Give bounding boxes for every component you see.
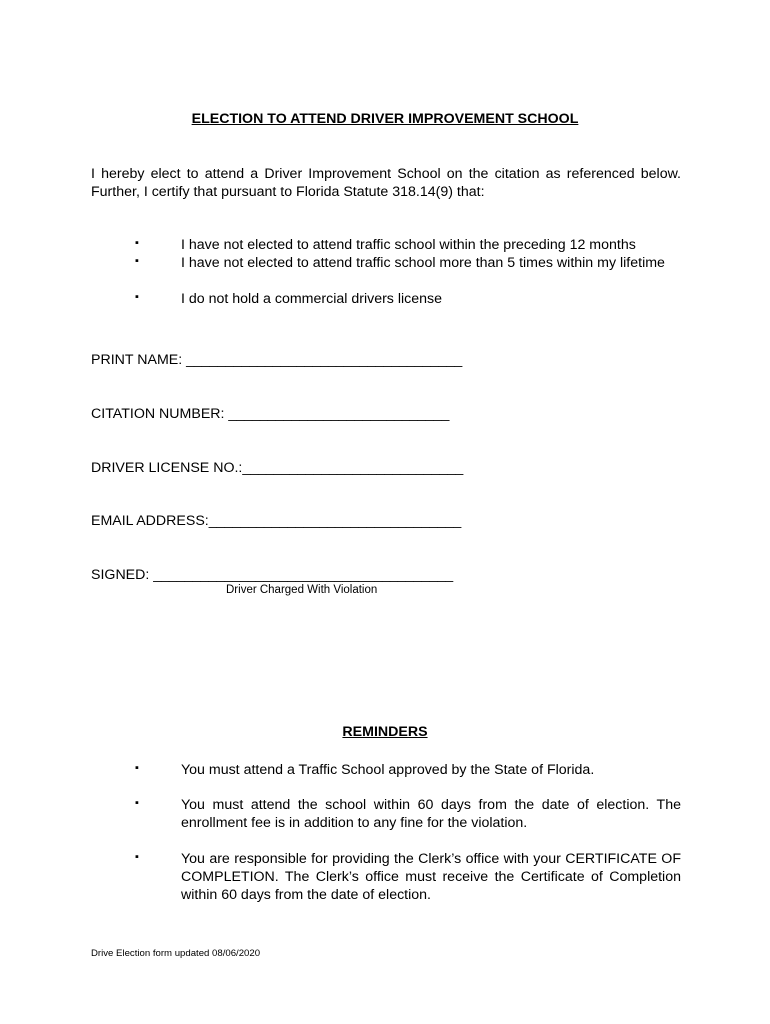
certification-text: I have not elected to attend traffic school within the preceding 12 months (181, 237, 636, 253)
certification-text: I do not hold a commercial drivers license (181, 291, 443, 307)
reminder-text: You are responsible for providing the Clerk’s office with your CERTIFICATE OF COMPLETION. The Clerk’s office must receive the Certificate of Completion within 60 days from the date of election. (181, 851, 681, 903)
reminder-text: You must attend a Traffic School approved by the State of Florida. (181, 762, 595, 778)
reminder-text: You must attend the school within 60 days from the date of election. The enrollment fee is in addition to any fine for the violation. (181, 797, 681, 831)
bullet-icon: ▪ (135, 851, 139, 863)
bullet-icon: ▪ (135, 797, 139, 809)
signature-caption: Driver Charged With Violation (226, 584, 378, 596)
bullet-icon: ▪ (135, 762, 139, 774)
signature-field[interactable]: SIGNED: ______________________________________ (91, 567, 454, 583)
certification-text: I have not elected to attend traffic school more than 5 times within my lifetime (181, 255, 665, 271)
driver-license-field[interactable]: DRIVER LICENSE NO.:____________________________ (91, 460, 464, 476)
reminders-heading: REMINDERS (342, 724, 428, 740)
email-address-field[interactable]: EMAIL ADDRESS:________________________________ (91, 513, 462, 529)
intro-paragraph: I hereby elect to attend a Driver Improvement School on the citation as referenced below. Further, I certify that pursuant to Florida Statute 318.14(9) that: (91, 166, 681, 200)
print-name-field[interactable]: PRINT NAME: ___________________________________ (91, 352, 463, 368)
form-title: ELECTION TO ATTEND DRIVER IMPROVEMENT SCHOOL (191, 111, 579, 127)
bullet-icon: ▪ (135, 237, 139, 249)
bullet-icon: ▪ (135, 255, 139, 267)
bullet-icon: ▪ (135, 291, 139, 303)
citation-number-field[interactable]: CITATION NUMBER: ____________________________ (91, 406, 450, 422)
footer-note: Drive Election form updated 08/06/2020 (91, 948, 261, 959)
